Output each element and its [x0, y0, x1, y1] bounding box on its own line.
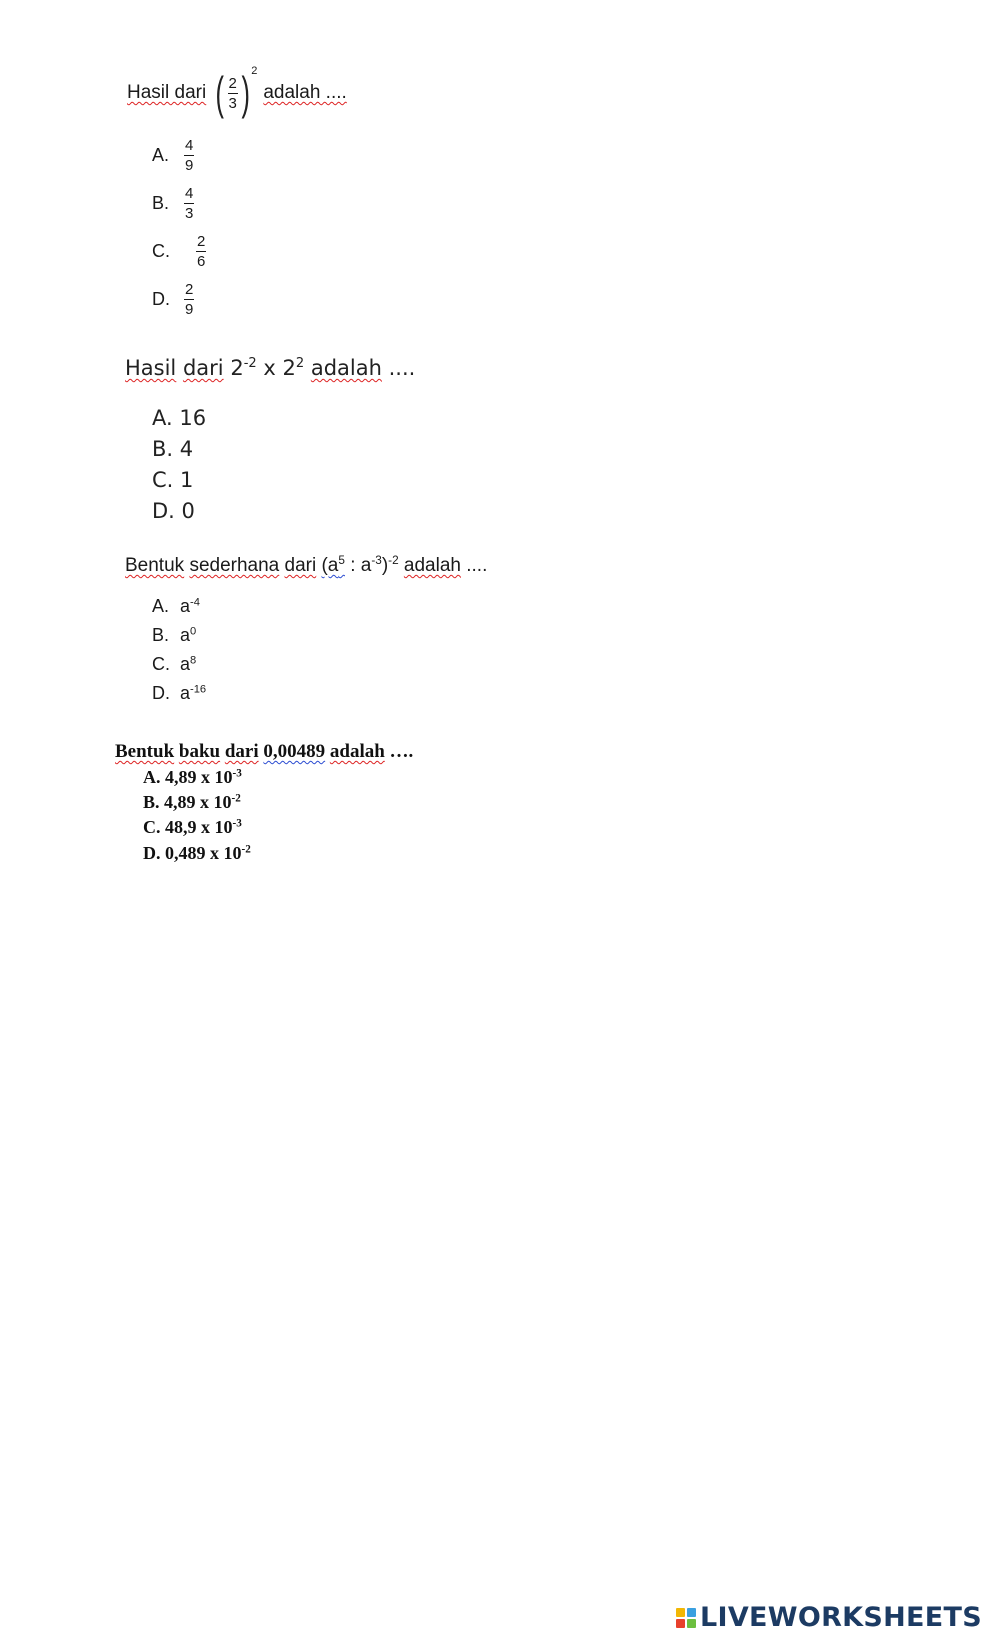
q1-option-b-fraction: $\frac{4}{3}$: [185, 185, 194, 222]
q3-option-d[interactable]: D. $a^{-16}$: [152, 683, 207, 703]
left-paren: (: [215, 67, 225, 119]
q1-option-b[interactable]: B. $\frac{4}{3}$: [152, 185, 194, 222]
q4-option-a[interactable]: A. 4,89 x $10^{-3}$: [143, 767, 242, 787]
q2-option-d[interactable]: D. 0: [152, 499, 195, 523]
q1-option-d-fraction: $\frac{2}{9}$: [185, 281, 194, 318]
logo-text: LIVEWORKSHEETS: [699, 1602, 982, 1633]
q3-option-a[interactable]: A. $a^{-4}$: [152, 596, 200, 616]
q4-option-b[interactable]: B. 4,89 x $10^{-2}$: [143, 792, 241, 812]
q1-option-c[interactable]: C. $\frac{2}{6}$: [152, 233, 206, 270]
question-1-title: [127, 65, 347, 119]
logo-square-2: [687, 1608, 696, 1617]
right-paren: ): [241, 67, 250, 119]
q1-prefix: Hasil dari: [127, 82, 207, 103]
q1-exponent: 2: [251, 65, 258, 77]
q1-fraction: $\frac{2}{3}$: [228, 74, 237, 112]
q2-option-b[interactable]: B. 4: [152, 437, 194, 461]
q1-option-a-fraction: $\frac{4}{9}$: [185, 137, 194, 174]
logo-square-4: [687, 1619, 696, 1628]
liveworksheets-logo: [676, 1602, 982, 1633]
q3-option-c[interactable]: C. $a^8$: [152, 654, 197, 674]
logo-square-3: [676, 1619, 685, 1628]
q1-suffix: adalah ....: [263, 82, 347, 103]
question-4-title: Bentuk baku dari 0,00489 adalah ….: [115, 741, 414, 762]
q4-option-d[interactable]: D. 0,489 x $10^{-2}$: [143, 843, 251, 863]
q1-option-a[interactable]: A. $\frac{4}{9}$: [152, 137, 194, 174]
q1-option-c-fraction: $\frac{2}{6}$: [197, 233, 206, 270]
question-3-title: Bentuk sederhana dari ($a^5$ : $a^{-3})^{-2}$ adalah ....: [125, 553, 488, 576]
q4-option-c[interactable]: C. 48,9 x $10^{-3}$: [143, 817, 242, 837]
q2-option-c[interactable]: C. 1: [152, 468, 194, 492]
logo-icon: [676, 1608, 696, 1628]
logo-square-1: [676, 1608, 685, 1617]
q3-option-b[interactable]: B. $a^0$: [152, 625, 197, 645]
q2-option-a[interactable]: A. 16: [152, 406, 207, 430]
q1-option-d[interactable]: D. $\frac{2}{9}$: [152, 281, 194, 318]
question-2-title: Hasil dari $2^{-2}$ x $2^2$ adalah ....: [125, 356, 416, 380]
